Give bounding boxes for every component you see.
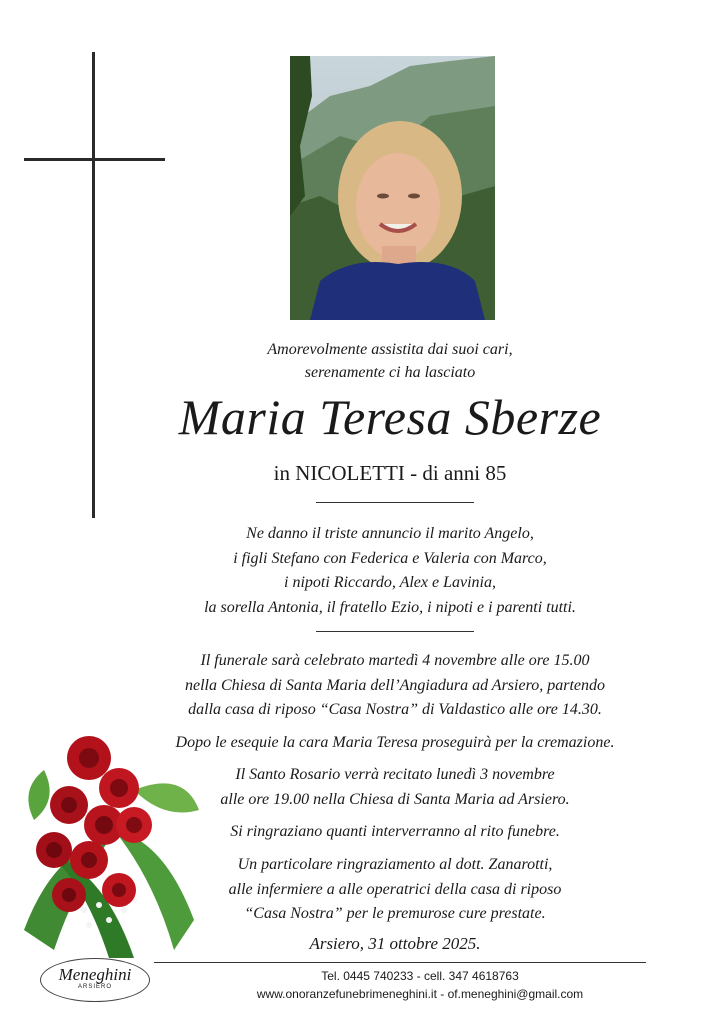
divider-2 [316,631,474,632]
special-thanks-line: alle infermiere a alle operatrici della casa di riposo [228,880,562,898]
funeral-line: dalla casa di riposo “Casa Nostra” di Valdastico alle ore 14.30. [188,701,602,718]
logo-name: Meneghini [58,965,132,984]
meneghini-logo [40,958,150,1002]
announcement-line: la sorella Antonia, il fratello Ezio, i nipoti e i parenti tutti. [204,598,576,616]
cremation-text: Dopo le esequie la cara Maria Teresa proseguirà per la cremazione. [175,734,615,751]
rosary-line: Il Santo Rosario verrà recitato lunedì 3 novembre [235,766,555,783]
footer-web-email[interactable]: www.onoranzefunebrimeneghini.it - of.meneghini@gmail.com [256,987,584,1001]
married-name-age: in NICOLETTI - di anni 85 [273,461,507,485]
rosary-block [130,763,660,812]
rosary-line: alle ore 19.00 nella Chiesa di Santa Maria ad Arsiero. [220,790,570,808]
announcement-line: i figli Stefano con Federica e Valeria con Marco, [233,549,547,567]
funeral-line: nella Chiesa di Santa Maria dell’Angiadura ad Arsiero, partendo [185,676,605,694]
deceased-name: Maria Teresa Sberze [178,389,602,445]
intro-line-1: Amorevolmente assistita dai suoi cari, [267,341,513,358]
cross-vertical [92,52,95,518]
dateline: Arsiero, 31 ottobre 2025. [309,934,481,953]
announcement-line: Ne danno il triste annuncio il marito Angelo, [246,525,534,542]
thanks-text: Si ringraziano quanti interverranno al rito funebre. [230,823,560,840]
footer-phone: Tel. 0445 740233 - cell. 347 4618763 [321,969,519,983]
intro-text [120,338,660,384]
special-thanks-line: Un particolare ringraziamento al dott. Zanarotti, [237,856,553,873]
special-thanks-line: “Casa Nostra” per le premurose cure prestate. [244,905,546,922]
funeral-block [130,649,660,723]
announcement-block [120,522,660,620]
special-thanks-block [130,853,660,927]
logo-subtitle: ARSIERO [77,984,112,990]
cross-horizontal [24,158,165,161]
divider-1 [316,502,474,503]
portrait-photo [290,56,495,320]
footer-divider [154,962,646,963]
funeral-line: Il funerale sarà celebrato martedì 4 novembre alle ore 15.00 [200,652,590,669]
roses-bouquet-image [14,730,204,958]
intro-line-2: serenamente ci ha lasciato [304,364,476,381]
announcement-line: i nipoti Riccardo, Alex e Lavinia, [284,574,496,591]
